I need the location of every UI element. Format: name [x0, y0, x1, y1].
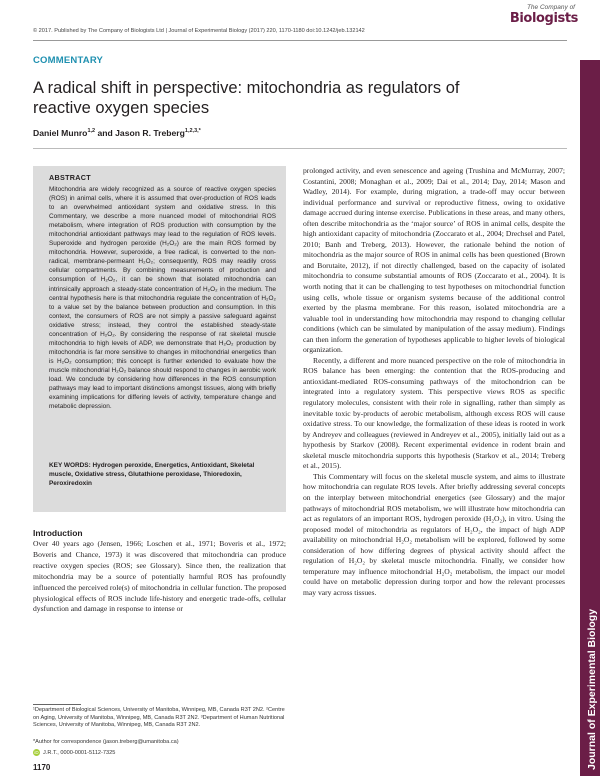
journal-header: © 2017. Published by The Company of Biologists Ltd | Journal of Experimental Biology (2017) 220, 1170-1180 doi:10.1242/jeb.132142	[33, 28, 365, 34]
paragraph-1: prolonged activity, and even senescence and ageing (Trushina and McMurray, 2007; Costantini, 2008; Monaghan et al., 2009; Dai et al., 2014; Day, 2014; Mason and Wadley, 2014). For example, during migration, a trade-off may occur between individual performance and survival or reproductive fitness, owing to oxidative damage accrued during intense exercise. Publications in these areas, and many others, often describe mitochondria as the ‘major source’ of ROS in animal cells, despite the high antioxidant capacity of mitochondria (Zoccarato et al., 2004; Drechsel and Patel, 2010; Banh and Treberg, 2013). However, the rationale behind the notion of mitochondria as the major source of ROS in animal cells has been questioned (Brown and Borutaite, 2012), if not directly challenged, based on the capacity of isolated mitochondria to consume substantial amounts of ROS (Zoccarato et al., 2004). It is worth noting that it can be challenging to test hypotheses on mitochondrial function using cells, whole tissue or organism systems because of the additional control exerted by the plasma membrane. For this reason, isolated mitochondria are a valuable tool in understanding how mitochondria may respond to changing cellular conditions (which can be simulated by manipulation of the assay medium). Findings can then inform the generation of hypotheses applicable to higher levels of biological organization.	[303, 166, 565, 355]
orcid-id[interactable]: J.R.T., 0000-0001-5112-7325	[43, 749, 116, 756]
affiliations: ¹Department of Biological Sciences, University of Manitoba, Winnipeg, MB, Canada R3T 2N2. ²Centre on Aging, University of Manitoba, Winnipeg, MB, Canada R3T 2N2. ³Department of Human Nutritional Sciences, University of Manitoba, Winnipeg, MB, Canada R3T 2N2.	[33, 707, 285, 729]
author-line	[33, 128, 201, 138]
article-type: COMMENTARY	[33, 55, 104, 66]
logo-name: Biologists	[509, 11, 578, 26]
publisher-logo	[508, 4, 578, 42]
journal-sidebar-label: Journal of Experimental Biology	[586, 608, 598, 770]
author-1-affil: 1,2	[87, 128, 96, 135]
orcid-line	[33, 749, 115, 756]
right-column	[303, 166, 565, 598]
abstract-box	[33, 166, 286, 512]
paragraph-3: This Commentary will focus on the skeletal muscle system, and aims to illustrate how mitochondria can regulate ROS levels. After briefly addressing several concepts on the interplay between mitochondrial energetics (see Glossary) and the major pathways of mitochondrial ROS metabolism, we will illustrate how mitochondria can act as regulators of an important ROS, hydrogen peroxide (H₂O₂), in vitro. Using the proposed model of mitochondria as regulators of H₂O₂, the impact of high ADP availability on mitochondrial H₂O₂ metabolism will be explored, followed by some consideration of how differing degrees of physical activity should affect the regulation of H₂O₂ by skeletal muscle mitochondria. Finally, we consider how temperature may influence mitochondrial H₂O₂ metabolism, the impact our model could have on metabolic depression during torpor and how the relevant processes may vary across tissues.	[303, 471, 565, 597]
author-1: Daniel Munro	[33, 128, 88, 138]
intro-heading: Introduction	[33, 528, 83, 538]
corresponding-author: *Author for correspondence (jason.treberg@umanitoba.ca)	[33, 739, 179, 745]
paragraph-2: Recently, a different and more nuanced perspective on the role of mitochondria in ROS balance has been emerging: the contention that the ROS-producing and antioxidant-mediated ROS-consuming pathways of the mitochondrion can be integrated into a regulatory system. This perspective views ROS as specific regulatory molecules, consistent with their role in signalling, rather than simply as inevitable toxic by-products of aerobic metabolism, although excess ROS will cause oxidative stress. To our knowledge, the formalization of these ideas is rooted in work by Andreyev and colleagues (reviewed in Andreyev et al., 2005), initially laid out as a hypothesis by Starkov (2008). Recent experimental evidence in rodent brain and skeletal muscle mitochondria supports this hypothesis (Starkov et al., 2014; Treberg et al., 2015).	[303, 355, 565, 471]
header-divider	[33, 40, 567, 41]
intro-body: Over 40 years ago (Jensen, 1966; Loschen et al., 1971; Boveris et al., 1972; Boveris and Chance, 1973) it was discovered that mitochondria can produce reactive oxygen species (ROS; see Glossary). Since then, the realization that mitochondria may be a source of potentially harmful ROS has profoundly influenced the perceived role(s) of mitochondria in cellular function. The proposed physiological effects of ROS include life-history and energetic trade-offs, cellular dysfunction and damage in response to intense or	[33, 539, 286, 614]
orcid-icon: iD	[34, 750, 39, 755]
logo-small-text: The Company of	[526, 4, 575, 11]
author-2-affil: 1,2,3,	[184, 128, 199, 135]
abstract-heading: ABSTRACT	[49, 173, 91, 182]
corresponding-star: *	[198, 128, 201, 135]
footnote-divider	[33, 704, 81, 705]
author-conjunction: and	[95, 128, 116, 138]
keywords: KEY WORDS: Hydrogen peroxide, Energetics, Antioxidant, Skeletal muscle, Oxidative stress, Glutathione peroxidase, Thioredoxin, Peroxiredoxin	[49, 462, 255, 488]
title-divider	[33, 148, 567, 149]
page-number: 1170	[33, 763, 51, 772]
abstract-body: Mitochondria are widely recognized as a source of reactive oxygen species (ROS) in animal cells, where it is assumed that over-production of ROS leads to an overwhelmed antioxidant system and oxidative stress. In this Commentary, we describe a more nuanced model of mitochondrial ROS metabolism, where integration of ROS production with consumption by the mitochondrial antioxidant pathways may lead to the regulation of ROS levels. Superoxide and hydrogen peroxide (H₂O₂) are the main ROS formed by mitochondria. However, superoxide, a free radical, is converted to the non-radical, membrane-permeant H₂O₂; consequently, ROS may readily cross cellular compartments. By combining measurements of production and consumption of H₂O₂, it can be shown that isolated mitochondria can intrinsically approach a steady-state concentration of H₂O₂ in the medium. The central hypothesis here is that mitochondria regulate the concentration of H₂O₂ to a value set by the balance between production and consumption. In this context, the consumers of ROS are not simply a passive safeguard against oxidative stress; instead, they control the established steady-state concentration of H₂O₂. By considering the response of rat skeletal muscle mitochondria to high levels of ADP, we demonstrate that H₂O₂ production by mitochondria is far more sensitive to changes in mitochondrial energetics than is H₂O₂ consumption; this concept is further extended to evaluate how the muscle mitochondrial H₂O₂ balance should respond to changes in aerobic work load. We conclude by considering how differences in the ROS consumption pathways may lead to important distinctions amongst tissues, along with briefly examining implications for differing levels of activity, temperature change and metabolic depression.	[49, 186, 276, 411]
article-title: A radical shift in perspective: mitochondria as regulators of reactive oxygen species	[33, 79, 460, 117]
author-2: Jason R. Treberg	[115, 128, 185, 138]
